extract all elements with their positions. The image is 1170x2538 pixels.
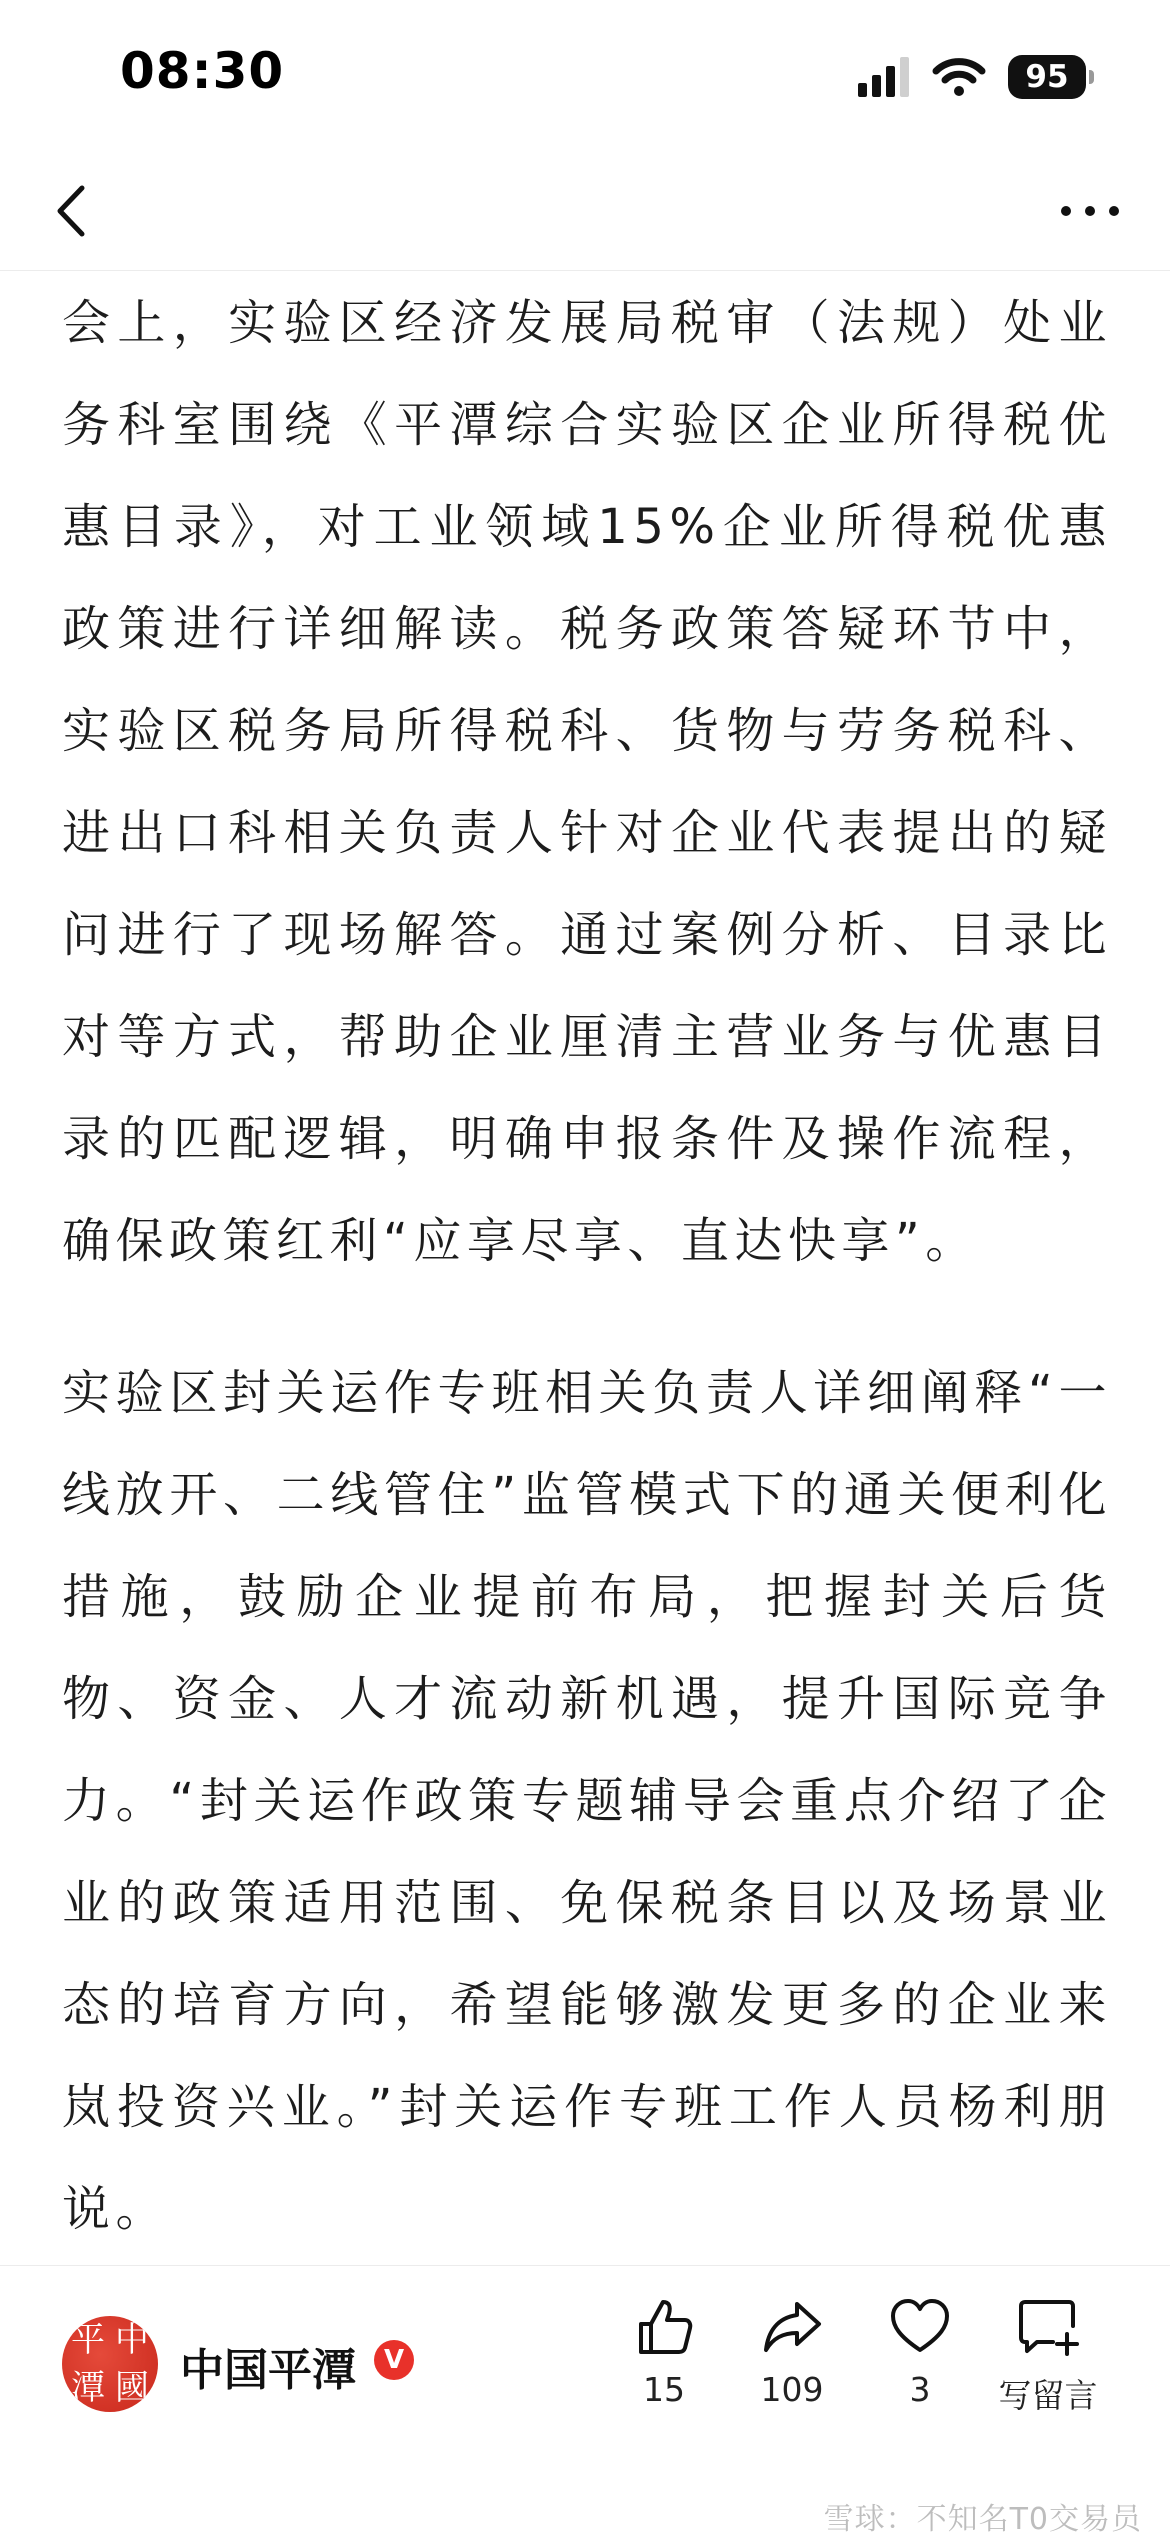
like-count: 15 bbox=[643, 2370, 685, 2409]
avatar-char-1: 平 bbox=[71, 2320, 105, 2360]
status-bar bbox=[0, 0, 1170, 150]
article-paragraph-1: 会上，实验区经济发展局税审（法规）处业务科室围绕《平潭综合实验区企业所得税优惠目录》，对工业领域15%企业所得税优惠政策进行详细解读。税务政策答疑环节中，实验区税务局所得税科、货物与劳务税科、进出口科相关负责人针对企业代表提出的疑问进行了现场解答。通过案例分析、目录比对等方式，帮助企业厘清主营业务与优惠目录的匹配逻辑，明确申报条件及操作流程，确保政策红利“应享尽享、直达快享”。 bbox=[62, 295, 1112, 1269]
share-button[interactable] bbox=[732, 2296, 852, 2409]
share-count: 109 bbox=[760, 2370, 824, 2409]
write-comment-icon bbox=[1017, 2296, 1079, 2358]
article-paragraph-2: 实验区封关运作专班相关负责人详细阐释“一线放开、二线管住”监管模式下的通关便利化措施，鼓励企业提前布局，把握封关后货物、资金、人才流动新机遇，提升国际竞争力。“封关运作政策专题辅导会重点介绍了企业的政策适用范围、免保税条目以及场景业态的培育方向，希望能够激发更多的企业来岚投资兴业。”封关运作专班工作人员杨利朋说。 bbox=[62, 1365, 1112, 2237]
favorite-button[interactable] bbox=[860, 2296, 980, 2409]
favorite-count: 3 bbox=[909, 2370, 931, 2409]
wifi-icon bbox=[932, 57, 986, 97]
battery-level: 95 bbox=[1025, 59, 1069, 95]
nav-bar bbox=[0, 150, 1170, 271]
verified-badge: V bbox=[374, 2340, 414, 2380]
chevron-left-icon[interactable] bbox=[40, 176, 110, 246]
battery-icon bbox=[1008, 55, 1086, 99]
watermark: 雪球：不知名T0交易员 bbox=[823, 2502, 1142, 2537]
status-time: 08:30 bbox=[120, 42, 285, 100]
avatar-char-4: 國 bbox=[115, 2368, 149, 2408]
avatar-char-2: 中 bbox=[115, 2320, 149, 2360]
write-comment-button[interactable] bbox=[988, 2296, 1108, 2417]
thumbs-up-icon bbox=[633, 2296, 695, 2358]
account-name[interactable]: 中国平潭 bbox=[180, 2345, 356, 2396]
signal-icon bbox=[858, 57, 910, 97]
status-icons bbox=[858, 52, 1086, 102]
bottom-action-bar bbox=[0, 2265, 1170, 2537]
write-comment-label: 写留言 bbox=[998, 2376, 1098, 2415]
avatar[interactable] bbox=[62, 2316, 158, 2412]
heart-icon bbox=[889, 2296, 951, 2358]
like-button[interactable] bbox=[604, 2296, 724, 2409]
share-arrow-icon bbox=[761, 2296, 823, 2358]
avatar-char-3: 潭 bbox=[71, 2368, 105, 2408]
more-horizontal-icon[interactable] bbox=[1050, 176, 1130, 246]
article-body bbox=[62, 272, 1112, 2260]
